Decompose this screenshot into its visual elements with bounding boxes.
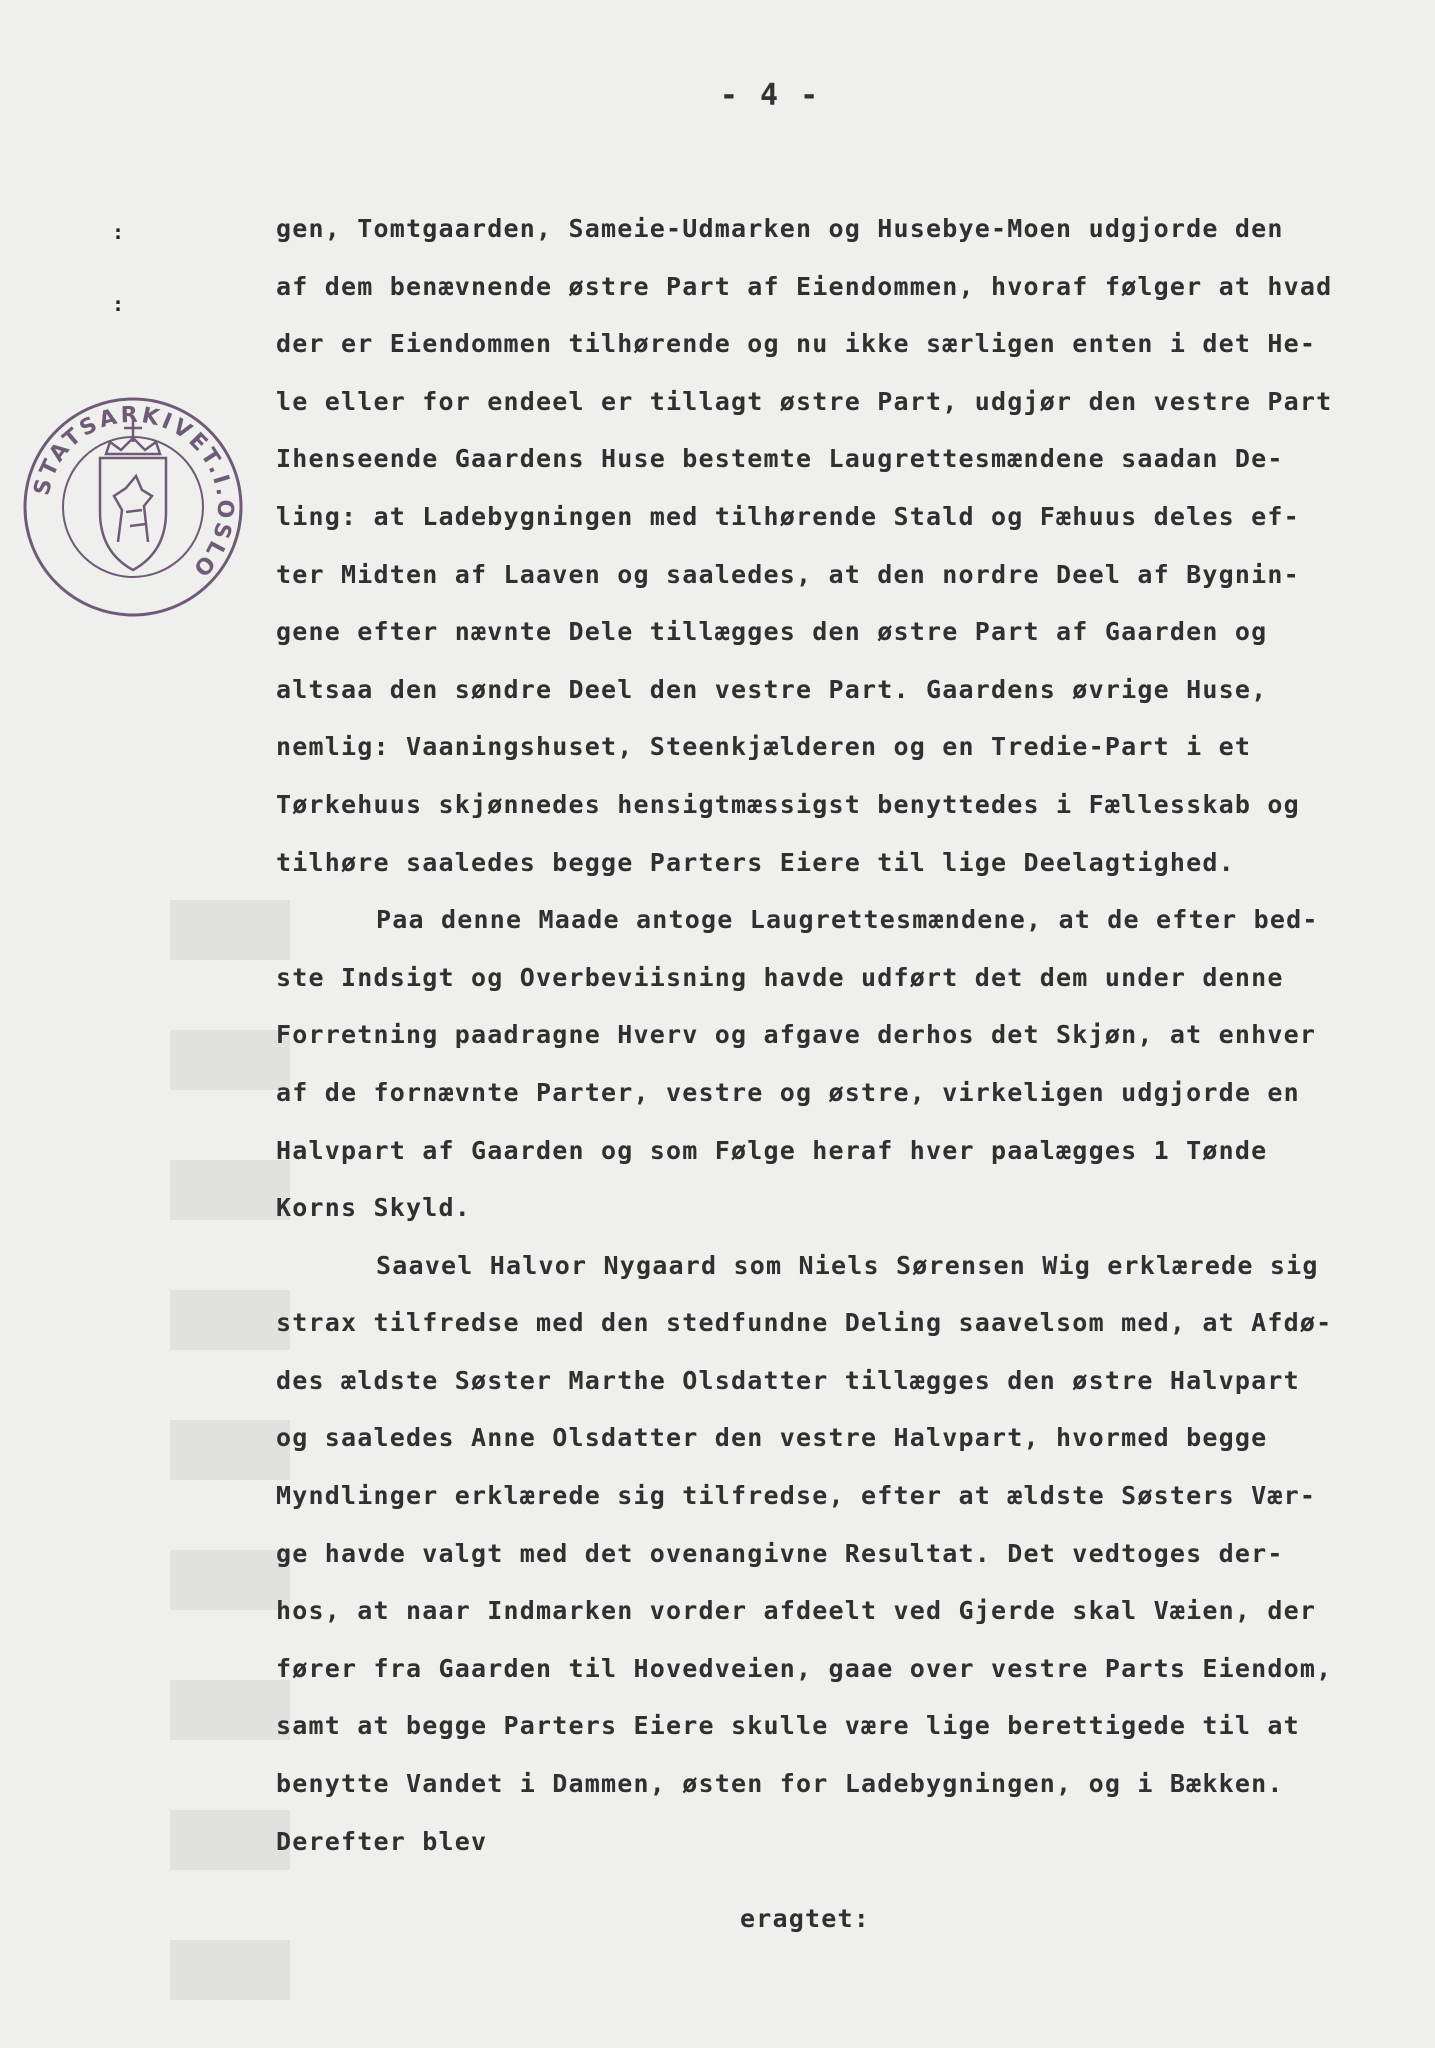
- text-line: ge havde valgt med det ovenangivne Resultat. Det vedtoges der-: [276, 1538, 1284, 1568]
- text-line: Forretning paadragne Hverv og afgave derhos det Skjøn, at enhver: [276, 1020, 1317, 1050]
- text-line: ter Midten af Laaven og saaledes, at den nordre Deel af Bygnin-: [276, 559, 1300, 589]
- text-line: af de fornævnte Parter, vestre og østre, virkeligen udgjorde en: [276, 1077, 1300, 1107]
- closing-word: eragtet:: [739, 1904, 870, 1934]
- stamp-ring-text: STATSARKIVET.I.OSLO: [29, 402, 238, 583]
- text-line: Saavel Halvor Nygaard som Niels Sørensen Wig erklærede sig: [376, 1250, 1319, 1280]
- text-line: altsaa den søndre Deel den vestre Part. Gaardens øvrige Huse,: [276, 674, 1268, 704]
- text-line: hos, at naar Indmarken vorder afdeelt ved Gjerde skal Væien, der: [276, 1596, 1317, 1626]
- text-line: strax tilfredse med den stedfundne Deling saavelsom med, at Afdø-: [276, 1308, 1333, 1338]
- bleed-through-shadow: [170, 900, 290, 2000]
- text-line: gen, Tomtgaarden, Sameie-Udmarken og Husebye-Moen udgjorde den: [276, 214, 1284, 243]
- text-line: gene efter nævnte Dele tillægges den østre Part af Gaarden og: [276, 617, 1268, 647]
- text-line: Ihenseende Gaardens Huse bestemte Laugrettesmændene saadan De-: [276, 444, 1284, 474]
- text-line: Derefter blev: [276, 1826, 488, 1856]
- text-line: Korns Skyld.: [276, 1193, 472, 1223]
- text-line: af dem benævnende østre Part af Eiendommen, hvoraf følger at hvad: [276, 271, 1333, 301]
- page-number: - 4 -: [719, 78, 821, 113]
- text-line: der er Eiendommen tilhørende og nu ikke særligen enten i det He-: [276, 329, 1317, 359]
- text-line: ste Indsigt og Overbeviisning havde udført det dem under denne: [276, 962, 1284, 992]
- coat-of-arms-icon: [100, 420, 166, 570]
- text-line: og saaledes Anne Olsdatter den vestre Halvpart, hvormed begge: [276, 1423, 1268, 1453]
- archive-stamp: [18, 392, 248, 622]
- text-line: Paa denne Maade antoge Laugrettesmændene, at de efter bed-: [376, 905, 1319, 935]
- text-line: ling: at Ladebygningen med tilhørende Stald og Fæhuus deles ef-: [276, 501, 1300, 531]
- text-line: benytte Vandet i Dammen, østen for Ladebygningen, og i Bækken.: [276, 1769, 1284, 1799]
- text-line: nemlig: Vaaningshuset, Steenkjælderen og en Tredie-Part i et: [276, 732, 1252, 762]
- text-line: Myndlinger erklærede sig tilfredse, efter at ældste Søsters Vær-: [276, 1481, 1317, 1511]
- text-line: tilhøre saaledes begge Parters Eiere til lige Deelagtighed.: [276, 847, 1235, 877]
- text-line: Tørkehuus skjønnedes hensigtmæssigst benyttedes i Fællesskab og: [276, 789, 1300, 819]
- margin-marks: : :: [112, 220, 125, 316]
- text-line: le eller for endeel er tillagt østre Part, udgjør den vestre Part: [276, 386, 1333, 416]
- letter-body: [276, 200, 1424, 1948]
- text-line: des ældste Søster Marthe Olsdatter tillægges den østre Halvpart: [276, 1365, 1300, 1395]
- text-line: samt at begge Parters Eiere skulle være lige berettigede til at: [276, 1711, 1300, 1741]
- text-line: fører fra Gaarden til Hovedveien, gaae over vestre Parts Eiendom,: [276, 1653, 1333, 1683]
- text-line: Halvpart af Gaarden og som Følge heraf hver paalægges 1 Tønde: [276, 1135, 1268, 1165]
